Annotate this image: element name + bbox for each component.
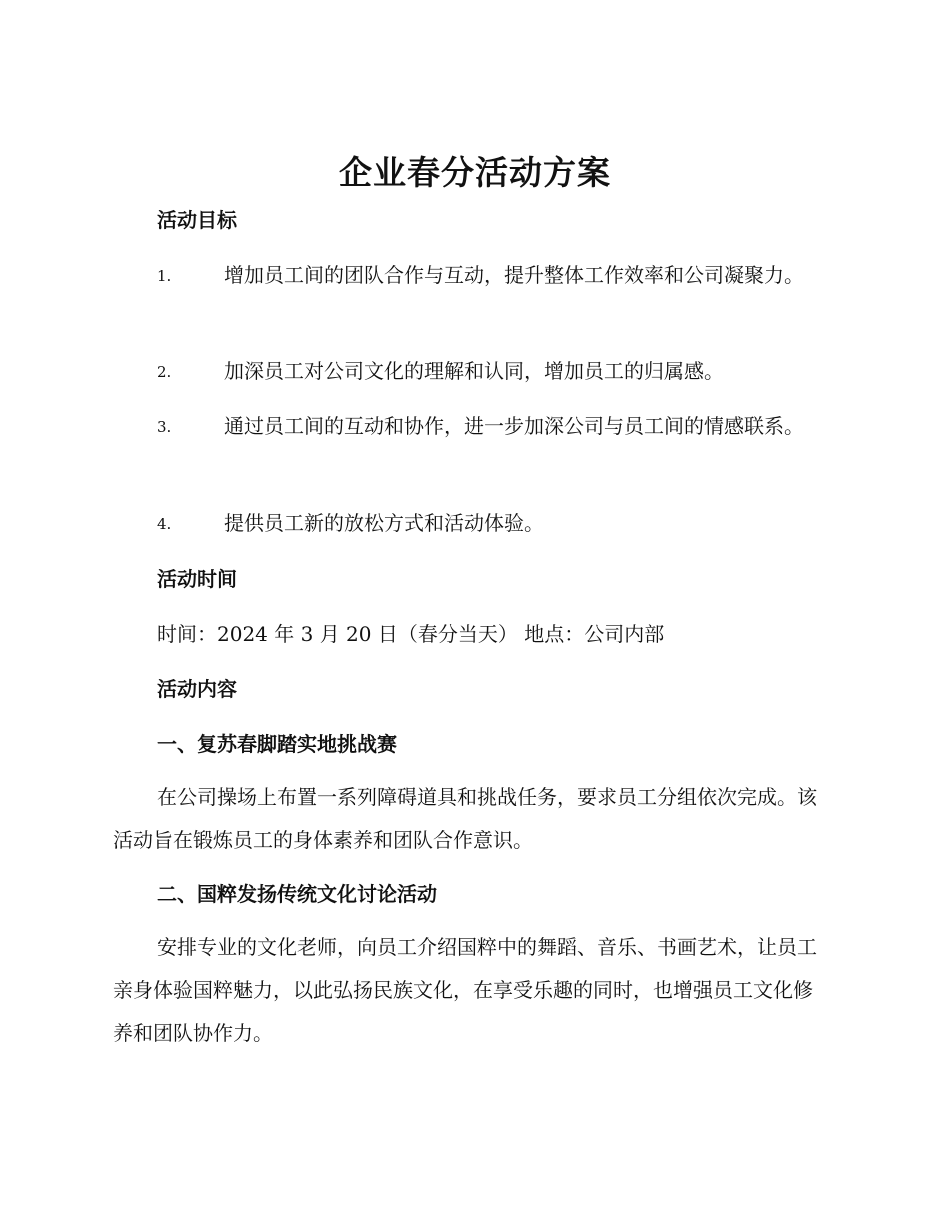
section-heading: 一、复苏春脚踏实地挑战赛 (157, 732, 397, 756)
goals-heading: 活动目标 (157, 208, 237, 232)
section-paragraph: 在公司操场上布置一系列障碍道具和挑战任务，要求员工分组依次完成。该活动旨在锻炼员工的身体素养和团队合作意识。 (113, 785, 817, 852)
section-paragraph: 安排专业的文化老师，向员工介绍国粹中的舞蹈、音乐、书画艺术，让员工亲身体验国粹魅力，以此弘扬民族文化，在享受乐趣的同时，也增强员工文化修养和团队协作力。 (113, 935, 817, 1045)
goal-item-text: 提供员工新的放松方式和活动体验。 (224, 511, 544, 535)
content-heading: 活动内容 (157, 677, 237, 701)
goal-item-number: 2. (157, 363, 172, 381)
document-title: 企业春分活动方案 (339, 153, 611, 192)
goal-item-text: 增加员工间的团队合作与互动，提升整体工作效率和公司凝聚力。 (224, 263, 804, 287)
goal-item-number: 3. (157, 418, 172, 436)
time-location-text: 时间：2024 年 3 月 20 日（春分当天） 地点：公司内部 (157, 622, 665, 646)
section-heading: 二、国粹发扬传统文化讨论活动 (157, 882, 437, 906)
goal-item-number: 4. (157, 515, 172, 533)
goal-item-number: 1. (157, 267, 172, 285)
time-heading: 活动时间 (157, 567, 237, 591)
goal-item-text: 通过员工间的互动和协作，进一步加深公司与员工间的情感联系。 (224, 414, 804, 438)
goal-item-text: 加深员工对公司文化的理解和认同，增加员工的归属感。 (224, 359, 724, 383)
